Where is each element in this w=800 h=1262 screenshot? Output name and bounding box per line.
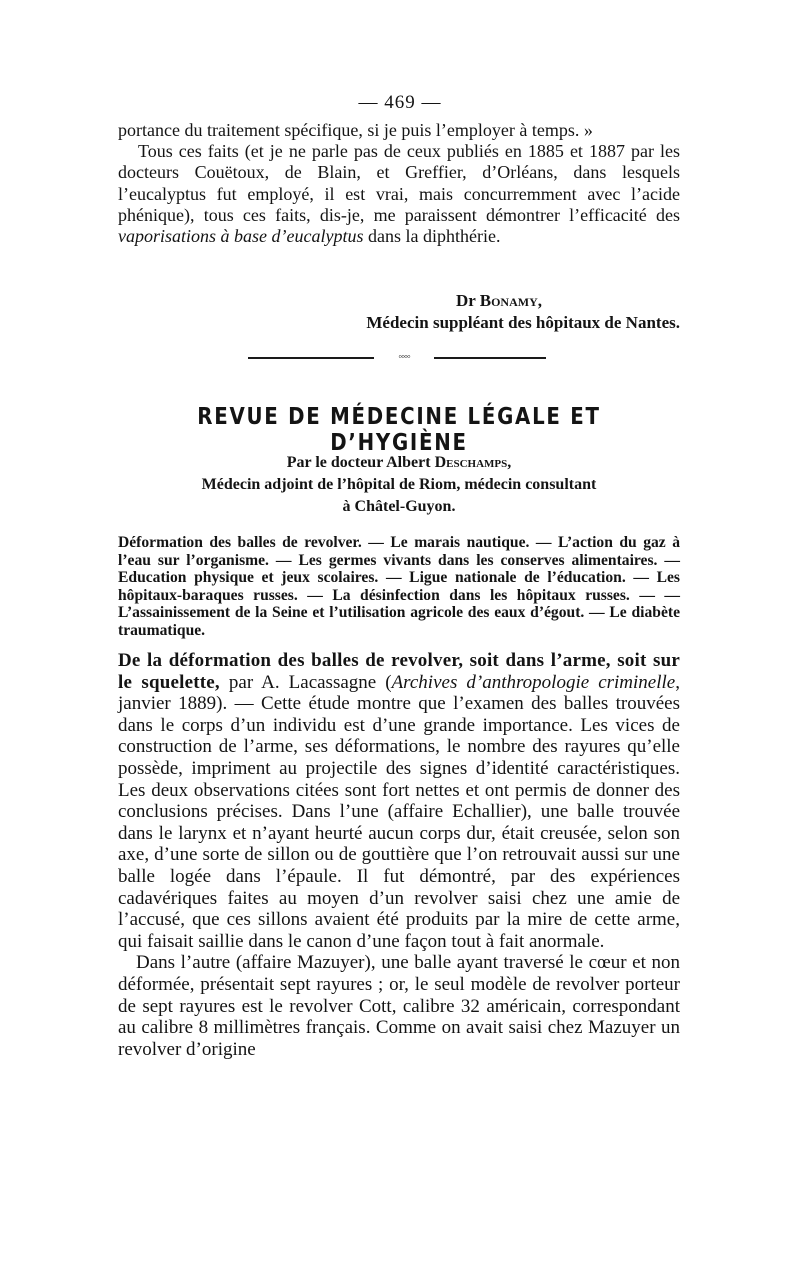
section-summary: Déformation des balles de revolver. — Le marais nautique. — L’action du gaz à l’eau sur l’organisme. — Les germes vivants dans les conserves alimentaires. — Education physique et jeux scolaires. — Ligue nationale de l’éducation. — Les hôpitaux-baraques russes. — La désinfection dans les hôpitaux russes. — — L’assainissement de la Seine et l’utilisation agricole des eaux d’égout. — Le diabète traumatique.	[118, 534, 680, 639]
article-body	[118, 650, 680, 1060]
page-number: — 469 —	[358, 92, 442, 113]
signature-prefix: Dr	[455, 291, 480, 310]
intro-paragraphs	[118, 120, 680, 247]
signature-name: Bonamy,	[479, 291, 542, 310]
byline-line-2: Médecin adjoint de l’hôpital de Riom, médecin consultant	[201, 476, 597, 493]
intro-paragraph-2	[118, 141, 680, 247]
intro-paragraph-2-end: dans la diphthérie.	[363, 226, 501, 247]
article-paragraph-2: Dans l’autre (affaire Mazuyer), une balle ayant traversé le cœur et non déformée, présentait sept rayures ; or, le seul modèle de revolver porteur de sept rayures est le revolver Cott, calibre 32 américain, correspondant au calibre 8 millimètres français. Comme on avait saisi chez Mazuyer un revolver d’origine	[118, 952, 680, 1060]
article-source: Archives d’anthropologie criminelle	[391, 671, 676, 693]
byline-line-1	[118, 452, 680, 474]
byline-prefix: Par le docteur Albert	[286, 454, 435, 471]
section-title: REVUE DE MÉDECINE LÉGALE ET D’HYGIÈNE	[197, 404, 601, 456]
intro-paragraph-1: portance du traitement spécifique, si je puis l’employer à temps. »	[118, 120, 593, 140]
byline-line-3: à Châtel-Guyon.	[342, 498, 456, 515]
article-title: De la déformation des balles de revolver, soit dans l’arme, soit sur le squelette,	[118, 650, 680, 693]
article-paragraph-1	[118, 650, 680, 952]
separator-ornament: ◦◦◦◦	[374, 351, 434, 363]
signature-name-line	[118, 290, 680, 312]
byline-author: Deschamps,	[434, 454, 512, 471]
article-text: , janvier 1889). — Cette étude montre que l’examen des balles trouvées dans le corps d’un individu est d’une grande importance. Les vices de construction de l’arme, ses déformations, le nombre des rayures qu’elle possède, impriment au projectile des signes d’identité caractéristiques. Les deux observations citées sont fort nettes et ont permis de donner des conclusions précises. Dans l’une (affaire Echallier), une balle trouvée dans le larynx et n’ayant heurté aucun corps dur, était creusée, selon son axe, d’une sorte de sillon ou de gouttière que l’on retrouvait aussi sur une balle logée dans l’épaule. Il fut démontré, par des expériences cadavériques faites au moyen d’un revolver saisi chez une amie de l’accusé, que ces sillons avaient été produits par la mire de cette arme, qui faisait saillie dans le canon d’une façon tout à fait anormale.	[118, 671, 680, 952]
intro-paragraph-2-text: Tous ces faits (et je ne parle pas de ceux publiés en 1885 et 1887 par les docteurs Couëtoux, de Blain, et Greffier, d’Orléans, dans lesquels l’eucalyptus fut employé, il est vrai, mais concurremment avec l’acide phénique), tous ces faits, dis-je, me paraissent démontrer l’efficacité des	[118, 141, 680, 225]
author-signature	[118, 290, 680, 334]
article-lead: par A. Lacassagne (	[219, 671, 392, 693]
section-byline	[118, 452, 680, 518]
signature-title: Médecin suppléant des hôpitaux de Nantes.	[366, 313, 680, 332]
intro-emphasis: vaporisations à base d’eucalyptus	[118, 226, 364, 247]
